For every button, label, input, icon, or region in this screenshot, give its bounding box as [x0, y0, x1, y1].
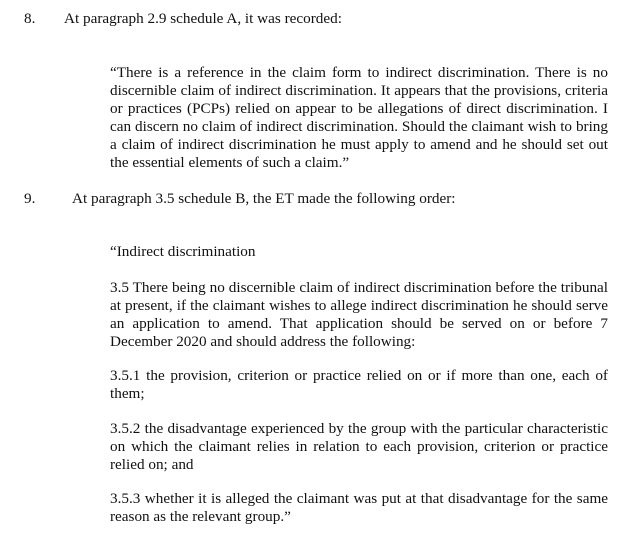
order-item — [110, 490, 608, 526]
paragraph-number: 8. — [24, 10, 36, 27]
order-item-text: 3.5.3 whether it is alleged the claimant was put at that disadvantage for the same reason as the relevant group.” — [110, 490, 608, 525]
paragraph-number: 9. — [24, 190, 36, 207]
quote-text: “There is a reference in the claim form to indirect discrimination. There is no discernible claim of indirect discrimination. It appears that the provisions, criteria or practices (PCPs) relied on appear to be allegations of direct discrimination. I can discern no claim of indirect discrimination. Should the claimant wish to bring a claim of indirect discrimination he must apply to amend and he should set out the essential elements of such a claim.” — [110, 64, 608, 171]
block-quote — [110, 64, 608, 172]
order-intro — [110, 279, 608, 351]
order-item — [110, 367, 608, 403]
paragraph-lead-text: At paragraph 3.5 schedule B, the ET made the following order: — [72, 190, 456, 207]
paragraph-lead-text: At paragraph 2.9 schedule A, it was recorded: — [64, 10, 342, 27]
order-heading-text: “Indirect discrimination — [110, 243, 256, 260]
order-item — [110, 420, 608, 474]
order-item-text: 3.5.2 the disadvantage experienced by the group with the particular characteristic on which the claimant relies in relation to each provision, criterion or practice relied on; and — [110, 420, 608, 473]
order-intro-text: 3.5 There being no discernible claim of indirect discrimination before the tribunal at present, if the claimant wishes to allege indirect discrimination he should serve an application to amend. That application should be served on or before 7 December 2020 and should address the following: — [110, 279, 608, 350]
order-item-text: 3.5.1 the provision, criterion or practice relied on or if more than one, each of them; — [110, 367, 608, 402]
order-heading — [110, 243, 608, 261]
